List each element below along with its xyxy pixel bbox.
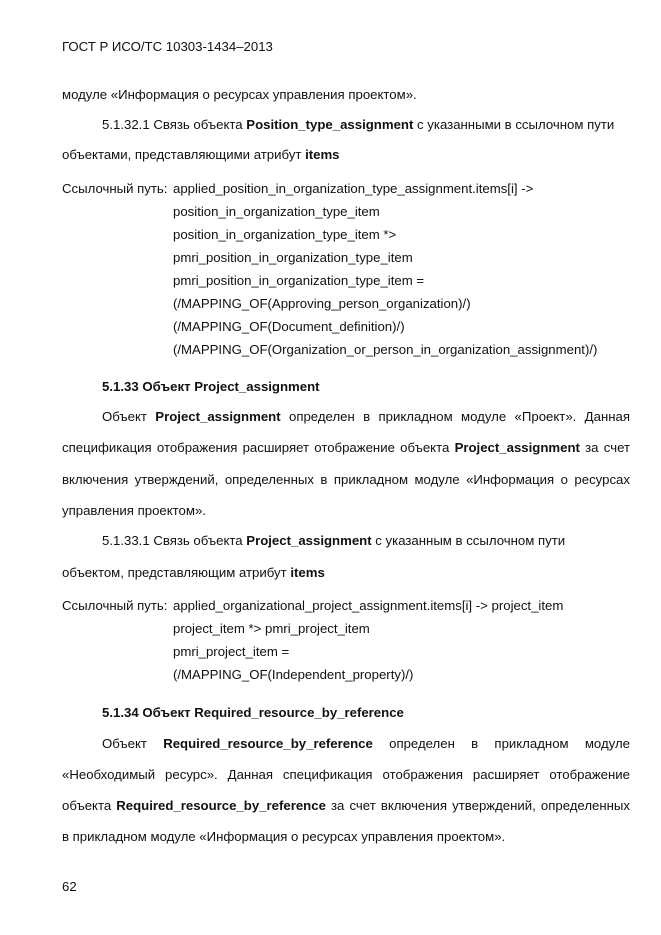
paragraph-line xyxy=(62,440,630,456)
clause-5-1-33-1-line1 xyxy=(102,533,565,549)
paragraph-line: в прикладном модуле «Информация о ресурсах управления проектом». xyxy=(62,829,506,844)
attribute-name: items xyxy=(290,565,325,580)
clause-text: объектом, представляющим атрибут xyxy=(62,565,287,580)
section-heading-5-1-33 xyxy=(102,379,320,395)
clause-number: 5.1.33.1 Связь объекта xyxy=(102,533,243,548)
paragraph-line xyxy=(62,798,630,814)
section-heading-5-1-34 xyxy=(102,705,404,721)
paragraph-word: определен xyxy=(389,736,455,751)
paragraph-word: Объект xyxy=(102,736,147,751)
paragraph-line: включения утверждений, определенных в прикладном модуле «Информация о ресурсах xyxy=(62,472,630,487)
paragraph-text: спецификация отображения расширяет отображение объекта xyxy=(62,440,450,455)
clause-text: объектами, представляющими атрибут xyxy=(62,147,302,162)
paragraph-line: «Необходимый ресурс». Данная спецификация отображения расширяет отображение xyxy=(62,767,630,782)
reference-path-label: Ссылочный путь: xyxy=(62,181,168,196)
entity-name: Required_resource_by_reference xyxy=(163,736,373,751)
paragraph-line xyxy=(102,409,630,425)
paragraph-continuation: модуле «Информация о ресурсах управления проектом». xyxy=(62,87,417,102)
reference-path-line: pmri_position_in_organization_type_item = xyxy=(173,273,425,288)
clause-5-1-32-1-line1 xyxy=(102,117,614,133)
entity-name: Project_assignment xyxy=(454,440,580,455)
entity-name: Project_assignment xyxy=(155,409,281,424)
clause-5-1-33-1-line2 xyxy=(62,565,325,581)
clause-number: 5.1.32.1 Связь объекта xyxy=(102,117,243,132)
paragraph-word: Объект xyxy=(102,409,147,424)
reference-path-line: (/MAPPING_OF(Independent_property)/) xyxy=(173,667,414,682)
entity-name: Required_resource_by_reference xyxy=(116,798,326,813)
paragraph-word: модуле xyxy=(584,736,630,751)
paragraph-text: определен в прикладном модуле «Проект». Данная xyxy=(289,409,630,424)
reference-path-line: (/MAPPING_OF(Document_definition)/) xyxy=(173,319,405,334)
reference-path-line: applied_organizational_project_assignment.items[i] -> project_item xyxy=(173,598,564,613)
entity-name: Position_type_assignment xyxy=(246,117,414,132)
reference-path-line: (/MAPPING_OF(Approving_person_organization)/) xyxy=(173,296,471,311)
reference-path-label: Ссылочный путь: xyxy=(62,598,168,613)
paragraph-word: в xyxy=(471,736,479,751)
paragraph-text: за счет xyxy=(585,440,631,455)
reference-path-line: applied_position_in_organization_type_assignment.items[i] -> xyxy=(173,181,534,196)
paragraph-line: управления проектом». xyxy=(62,503,206,518)
reference-path-line: (/MAPPING_OF(Organization_or_person_in_organization_assignment)/) xyxy=(173,342,598,357)
attribute-name: items xyxy=(305,147,340,162)
reference-path-line: position_in_organization_type_item xyxy=(173,204,380,219)
section-heading-text: 5.1.34 Объект Required_resource_by_reference xyxy=(102,705,404,720)
clause-tail: с указанными в ссылочном пути xyxy=(417,117,615,132)
page-number: 62 xyxy=(62,879,77,894)
clause-5-1-32-1-line2 xyxy=(62,147,340,163)
paragraph-text: за счет включения утверждений, определенных xyxy=(331,798,630,813)
reference-path-line: position_in_organization_type_item *> xyxy=(173,227,397,242)
reference-path-line: project_item *> pmri_project_item xyxy=(173,621,370,636)
reference-path-line: pmri_position_in_organization_type_item xyxy=(173,250,413,265)
paragraph-text: объекта xyxy=(62,798,112,813)
section-heading-text: 5.1.33 Объект Project_assignment xyxy=(102,379,320,394)
document-header: ГОСТ Р ИСО/ТС 10303-1434–2013 xyxy=(62,39,273,54)
reference-path-line: pmri_project_item = xyxy=(173,644,290,659)
entity-name: Project_assignment xyxy=(246,533,372,548)
paragraph-word: прикладном xyxy=(494,736,569,751)
clause-tail: с указанным в ссылочном пути xyxy=(375,533,566,548)
paragraph-line xyxy=(102,736,630,752)
